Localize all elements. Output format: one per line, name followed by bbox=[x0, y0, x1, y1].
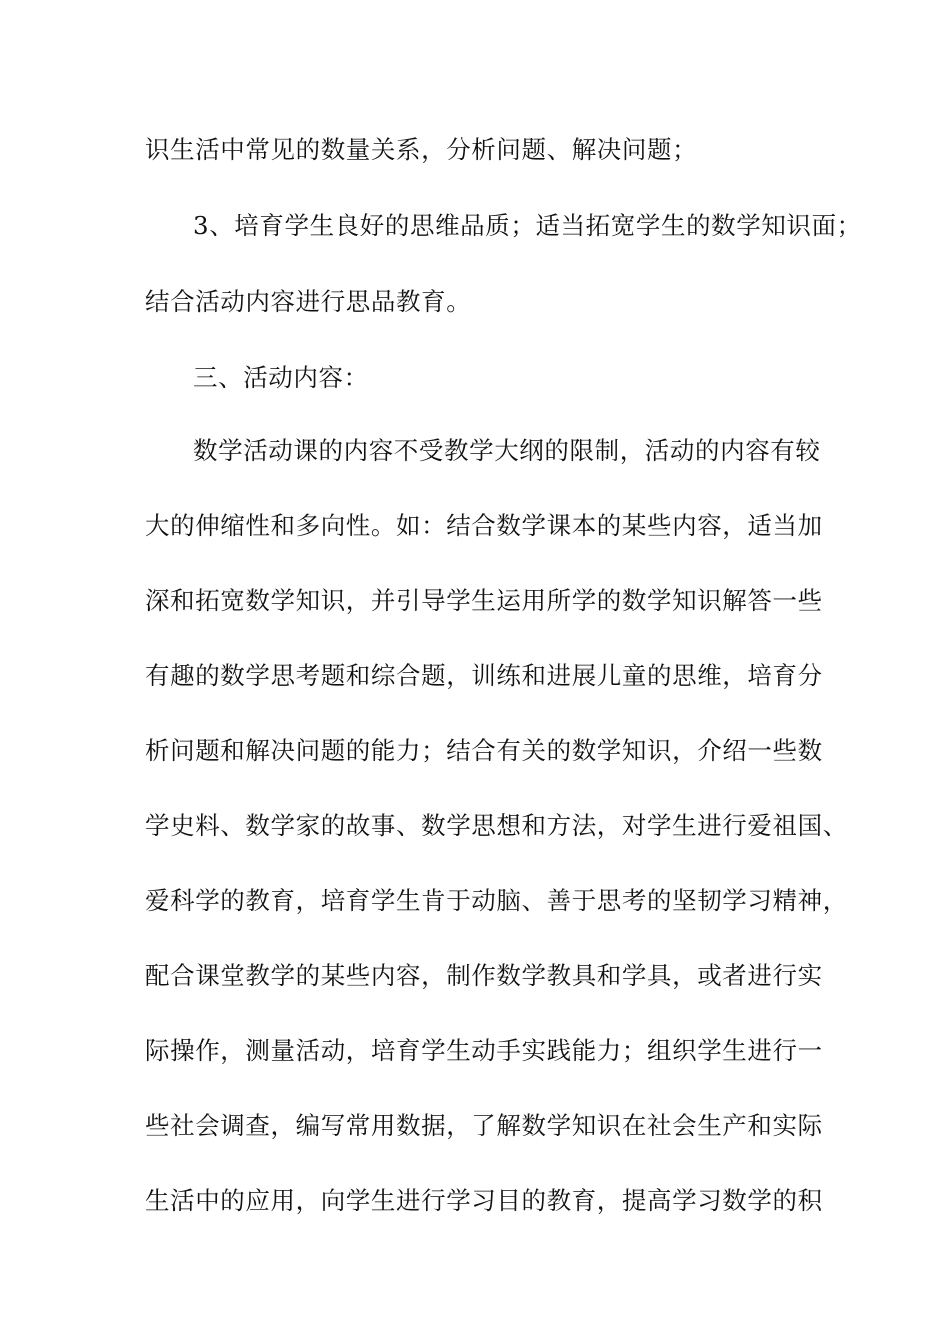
section-heading: 三、活动内容： bbox=[193, 363, 369, 392]
text-line: 有趣的数学思考题和综合题，训练和进展儿童的思维，培育分 bbox=[145, 661, 823, 690]
text-line: 3、培育学生良好的思维品质；适当拓宽学生的数学知识面； bbox=[193, 211, 862, 240]
text-line: 些社会调查，编写常用数据，了解数学知识在社会生产和实际 bbox=[145, 1111, 823, 1140]
text-line: 析问题和解决问题的能力；结合有关的数学知识，介绍一些数 bbox=[145, 736, 823, 765]
text-line: 爱科学的教育，培育学生肯于动脑、善于思考的坚韧学习精神， bbox=[145, 886, 848, 915]
text-line: 学史料、数学家的故事、数学思想和方法，对学生进行爱祖国、 bbox=[145, 811, 848, 840]
text-line: 数学活动课的内容不受教学大纲的限制，活动的内容有较 bbox=[193, 436, 821, 465]
text-line: 生活中的应用，向学生进行学习目的教育，提高学习数学的积 bbox=[145, 1186, 823, 1215]
text-line: 结合活动内容进行思品教育。 bbox=[145, 287, 472, 316]
text-line: 配合课堂教学的某些内容，制作数学教具和学具，或者进行实 bbox=[145, 961, 823, 990]
text-line: 际操作，测量活动，培育学生动手实践能力；组织学生进行一 bbox=[145, 1036, 823, 1065]
text-line: 识生活中常见的数量关系，分析问题、解决问题； bbox=[145, 135, 698, 164]
text-line: 大的伸缩性和多向性。如：结合数学课本的某些内容，适当加 bbox=[145, 511, 823, 540]
text-line: 深和拓宽数学知识，并引导学生运用所学的数学知识解答一些 bbox=[145, 586, 823, 615]
